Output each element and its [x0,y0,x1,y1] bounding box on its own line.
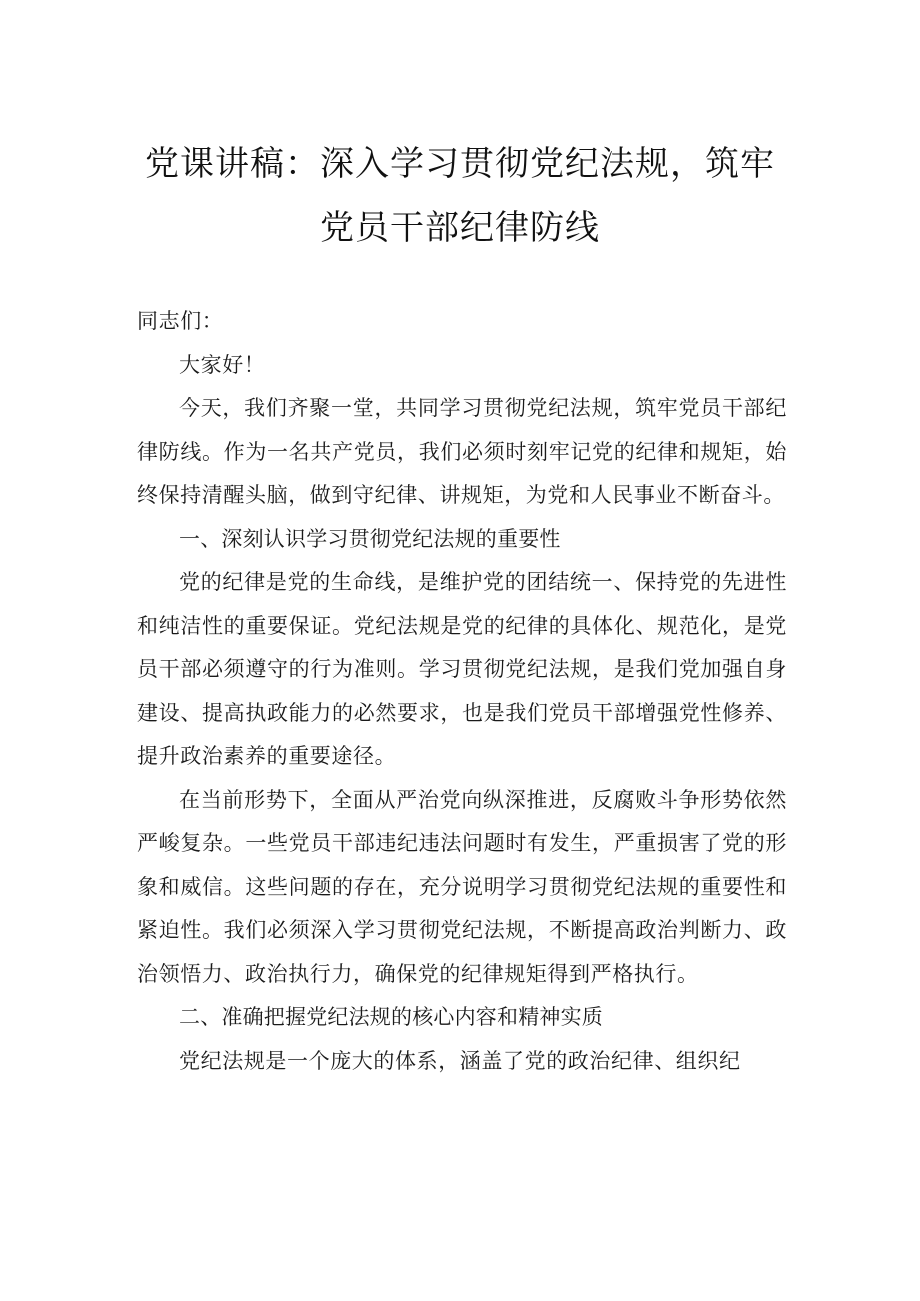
intro-paragraph: 今天，我们齐聚一堂，共同学习贯彻党纪法规，筑牢党员干部纪律防线。作为一名共产党员，我们必须时刻牢记党的纪律和规矩，始终保持清醒头脑，做到守纪律、讲规矩，为党和人民事业不断奋斗。 [137,396,787,507]
document-body [137,300,787,1083]
section-1-paragraph-1: 党的纪律是党的生命线，是维护党的团结统一、保持党的先进性和纯洁性的重要保证。党纪法规是党的纪律的具体化、规范化，是党员干部必须遵守的行为准则。学习贯彻党纪法规，是我们党加强自身建设、提高执政能力的必然要求，也是我们党员干部增强党性修养、提升政治素养的重要途径。 [137,570,787,768]
section-2-paragraph-1: 党纪法规是一个庞大的体系，涵盖了党的政治纪律、组织纪 [179,1048,741,1073]
salutation: 同志们： [137,309,224,333]
section-1-heading: 一、深刻认识学习贯彻党纪法规的重要性 [179,526,561,551]
greeting: 大家好！ [179,352,266,377]
section-2-heading: 二、准确把握党纪法规的核心内容和精神实质 [179,1005,603,1029]
section-1-paragraph-2: 在当前形势下，全面从严治党向纵深推进，反腐败斗争形势依然严峻复杂。一些党员干部违纪违法问题时有发生，严重损害了党的形象和威信。这些问题的存在，充分说明学习贯彻党纪法规的重要性和紧迫性。我们必须深入学习贯彻党纪法规，不断提高政治判断力、政治领悟力、政治执行力，确保党的纪律规矩得到严格执行。 [137,787,787,986]
document-title-line-1: 党课讲稿：深入学习贯彻党纪法规，筑牢 [145,144,775,184]
document-title-line-2: 党员干部纪律防线 [320,208,600,248]
